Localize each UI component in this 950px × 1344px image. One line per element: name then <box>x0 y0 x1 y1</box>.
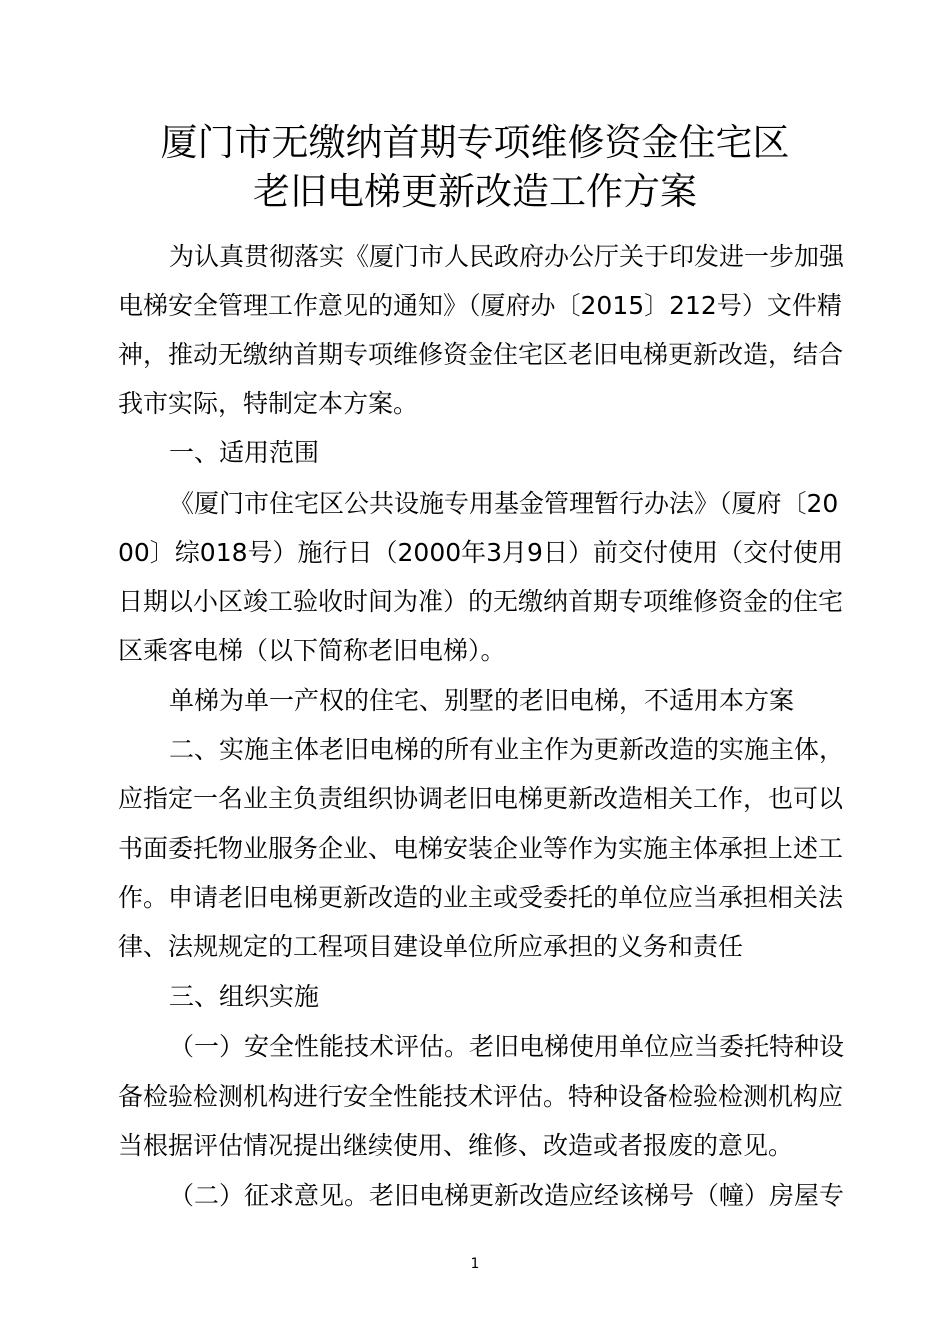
body-line-3: 神，推动无缴纳首期专项维修资金住宅区老旧电梯更新改造，结合 <box>118 340 844 369</box>
body-line-12: 应指定一名业主负责组织协调老旧电梯更新改造相关工作，也可以 <box>118 784 844 813</box>
document-title-line-2: 老旧电梯更新改造工作方案 <box>253 170 697 213</box>
section-heading-2: 二、实施主体老旧电梯的所有业主作为更新改造的实施主体， <box>169 735 845 764</box>
section-heading-1: 一、适用范围 <box>169 438 320 467</box>
body-line-2: 电梯安全管理工作意见的通知》（厦府办〔2015〕212号）文件精 <box>118 291 842 320</box>
body-line-17: （一）安全性能技术评估。老旧电梯使用单位应当委托特种设 <box>169 1032 845 1061</box>
body-line-6: 《厦门市住宅区公共设施专用基金管理暂行办法》（厦府〔20 <box>169 489 839 518</box>
body-line-13: 书面委托物业服务企业、电梯安装企业等作为实施主体承担上述工 <box>118 834 844 863</box>
body-line-8: 日期以小区竣工验收时间为准）的无缴纳首期专项维修资金的住宅 <box>118 587 844 616</box>
body-line-20: （二）征求意见。老旧电梯更新改造应经该梯号（幢）房屋专 <box>169 1181 845 1210</box>
body-line-18: 备检验检测机构进行安全性能技术评估。特种设备检验检测机构应 <box>118 1082 844 1111</box>
body-line-15: 律、法规规定的工程项目建设单位所应承担的义务和责任 <box>118 932 744 961</box>
page-number: 1 <box>470 1256 480 1272</box>
body-line-19: 当根据评估情况提出继续使用、维修、改造或者报废的意见。 <box>118 1131 794 1160</box>
body-line-10: 单梯为单一产权的住宅、别墅的老旧电梯，不适用本方案 <box>169 686 795 715</box>
body-line-4: 我市实际，特制定本方案。 <box>118 389 419 418</box>
document-title-line-1: 厦门市无缴纳首期专项维修资金住宅区 <box>160 121 790 164</box>
body-line-1: 为认真贯彻落实《厦门市人民政府办公厅关于印发进一步加强 <box>169 242 845 271</box>
section-heading-3: 三、组织实施 <box>169 982 320 1011</box>
body-line-14: 作。申请老旧电梯更新改造的业主或受委托的单位应当承担相关法 <box>118 883 844 912</box>
body-line-7: 00〕综018号）施行日（2000年3月9日）前交付使用（交付使用 <box>118 538 843 567</box>
body-line-9: 区乘客电梯（以下简称老旧电梯）。 <box>118 636 506 665</box>
